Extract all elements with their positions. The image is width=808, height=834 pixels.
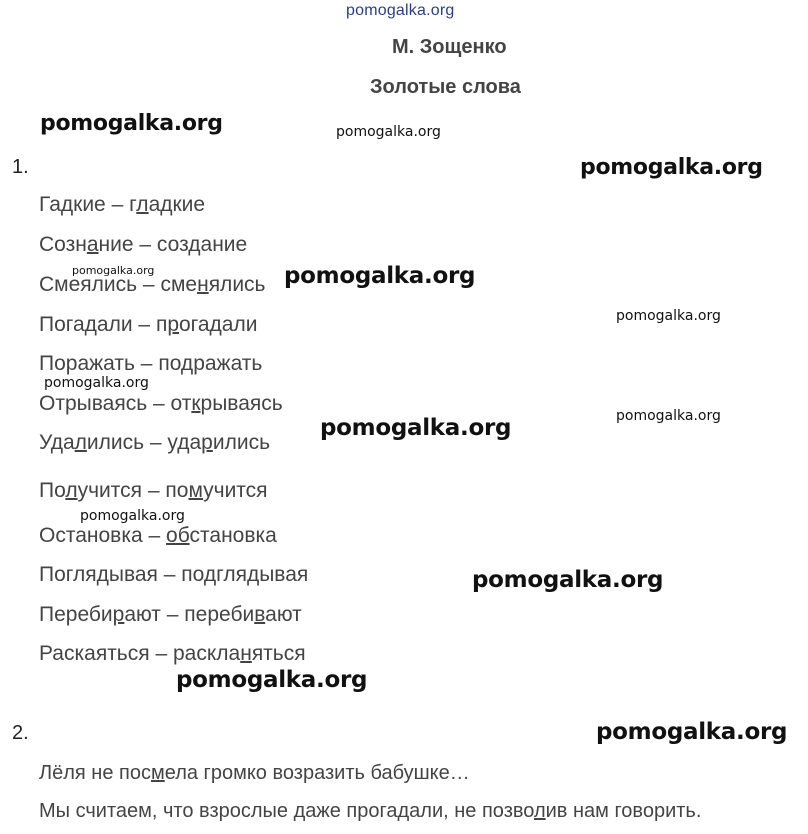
answer-sentence xyxy=(39,800,701,823)
author-name: М. Зощенко xyxy=(392,36,507,58)
watermark: pomogalka.org xyxy=(80,508,185,524)
word-pair xyxy=(39,233,247,257)
separator: – xyxy=(160,603,185,626)
watermark: pomogalka.org xyxy=(616,408,721,424)
word-a: Поглядывая xyxy=(39,563,158,586)
marked-letter: д xyxy=(188,233,201,256)
word-b-start: раскла xyxy=(172,642,241,665)
word-a: Поражать xyxy=(39,352,135,375)
marked-letter: л xyxy=(65,479,78,502)
word-b-end: адкие xyxy=(148,193,206,216)
word-a: Гадкие xyxy=(39,193,106,216)
word-a-start: По xyxy=(39,479,66,502)
word-a: Погадали xyxy=(39,313,133,336)
separator: – xyxy=(142,479,166,502)
word-b-start: переби xyxy=(184,603,255,626)
separator: – xyxy=(105,193,130,216)
word-b-start: по xyxy=(181,563,204,586)
sentence-start: Лёля не пос xyxy=(39,762,151,784)
marked-letter: р xyxy=(201,431,213,454)
word-pair xyxy=(39,563,308,587)
marked-letter: об xyxy=(166,524,190,547)
word-a-start: Уда xyxy=(39,431,75,454)
word-b-end: ились xyxy=(212,431,271,454)
section-1-number: 1. xyxy=(12,156,29,178)
marked-letter: м xyxy=(150,762,165,784)
word-b-start: уда xyxy=(167,431,202,454)
answer-sentence xyxy=(39,762,470,785)
separator: – xyxy=(149,642,173,665)
word-a: Остановка xyxy=(39,524,143,547)
word-b-end: ают xyxy=(265,603,302,626)
separator: – xyxy=(137,273,161,296)
separator: – xyxy=(144,431,168,454)
word-b-start: соз xyxy=(156,233,189,256)
section-2-number: 2. xyxy=(12,722,29,744)
marked-letter: л xyxy=(74,431,87,454)
word-b-start: по xyxy=(165,479,189,502)
marked-letter: н xyxy=(197,273,209,296)
watermark: pomogalka.org xyxy=(472,567,664,593)
word-b-end: ание xyxy=(200,233,248,256)
word-pair xyxy=(39,352,262,376)
marked-letter: а xyxy=(86,233,99,256)
marked-letter: л xyxy=(533,800,546,822)
marked-letter: р xyxy=(167,313,179,336)
word-a-end: ние xyxy=(98,233,134,256)
watermark: pomogalka.org xyxy=(176,667,368,693)
word-a-end: учится xyxy=(77,479,143,502)
word-a: Смеялись xyxy=(39,273,138,296)
story-title: Золотые слова xyxy=(370,76,521,98)
word-a-start: Переби xyxy=(39,603,113,626)
marked-letter: в xyxy=(254,603,266,626)
word-pair xyxy=(39,479,268,503)
word-a: Отрываясь xyxy=(39,392,148,415)
sentence-start: Мы считаем, что взрослые даже прогадали, не позво xyxy=(39,800,534,822)
word-a-start: Созн xyxy=(39,233,87,256)
separator: – xyxy=(157,563,182,586)
word-b-end: учится xyxy=(203,479,268,502)
marked-letter: н xyxy=(240,642,252,665)
separator: – xyxy=(132,313,156,336)
word-b-start: г xyxy=(129,193,137,216)
header-watermark: pomogalka.org xyxy=(346,2,455,19)
word-pair xyxy=(39,524,277,548)
word-a-end: ились xyxy=(86,431,145,454)
watermark: pomogalka.org xyxy=(72,264,155,277)
word-b-end: глядывая xyxy=(216,563,309,586)
sentence-end: ела громко возразить бабушке… xyxy=(164,762,470,784)
word-a-end: ают xyxy=(124,603,161,626)
word-pair xyxy=(39,193,205,217)
marked-letter: к xyxy=(191,392,201,415)
separator: – xyxy=(147,392,171,415)
word-pair xyxy=(39,431,270,455)
marked-letter: м xyxy=(188,479,204,502)
watermark: pomogalka.org xyxy=(44,375,149,391)
word-b-start: сме xyxy=(160,273,198,296)
marked-letter: д xyxy=(203,563,217,586)
word-b-end: огадали xyxy=(179,313,258,336)
watermark: pomogalka.org xyxy=(616,308,721,324)
marked-letter: д xyxy=(180,352,194,375)
separator: – xyxy=(142,524,167,547)
word-b-end: становка xyxy=(189,524,277,547)
word-b-end: ялись xyxy=(208,273,266,296)
word-pair xyxy=(39,392,283,416)
marked-letter: р xyxy=(112,603,125,626)
word-b-end: ражать xyxy=(193,352,263,375)
word-pair xyxy=(39,603,302,627)
sentence-end: ив нам говорить. xyxy=(545,800,702,822)
separator: – xyxy=(134,352,159,375)
word-b-end: рываясь xyxy=(200,392,283,415)
watermark: pomogalka.org xyxy=(596,719,788,745)
word-b-start: п xyxy=(155,313,168,336)
watermark: pomogalka.org xyxy=(40,111,223,136)
watermark: pomogalka.org xyxy=(320,415,512,441)
word-a: Раскаяться xyxy=(39,642,150,665)
separator: – xyxy=(133,233,157,256)
word-b-start: по xyxy=(158,352,181,375)
word-b-start: от xyxy=(170,392,192,415)
marked-letter: л xyxy=(136,193,149,216)
watermark: pomogalka.org xyxy=(580,155,763,180)
watermark: pomogalka.org xyxy=(336,124,441,140)
watermark: pomogalka.org xyxy=(284,263,476,289)
word-pair xyxy=(39,642,306,666)
word-b-end: яться xyxy=(251,642,306,665)
word-pair xyxy=(39,313,257,337)
